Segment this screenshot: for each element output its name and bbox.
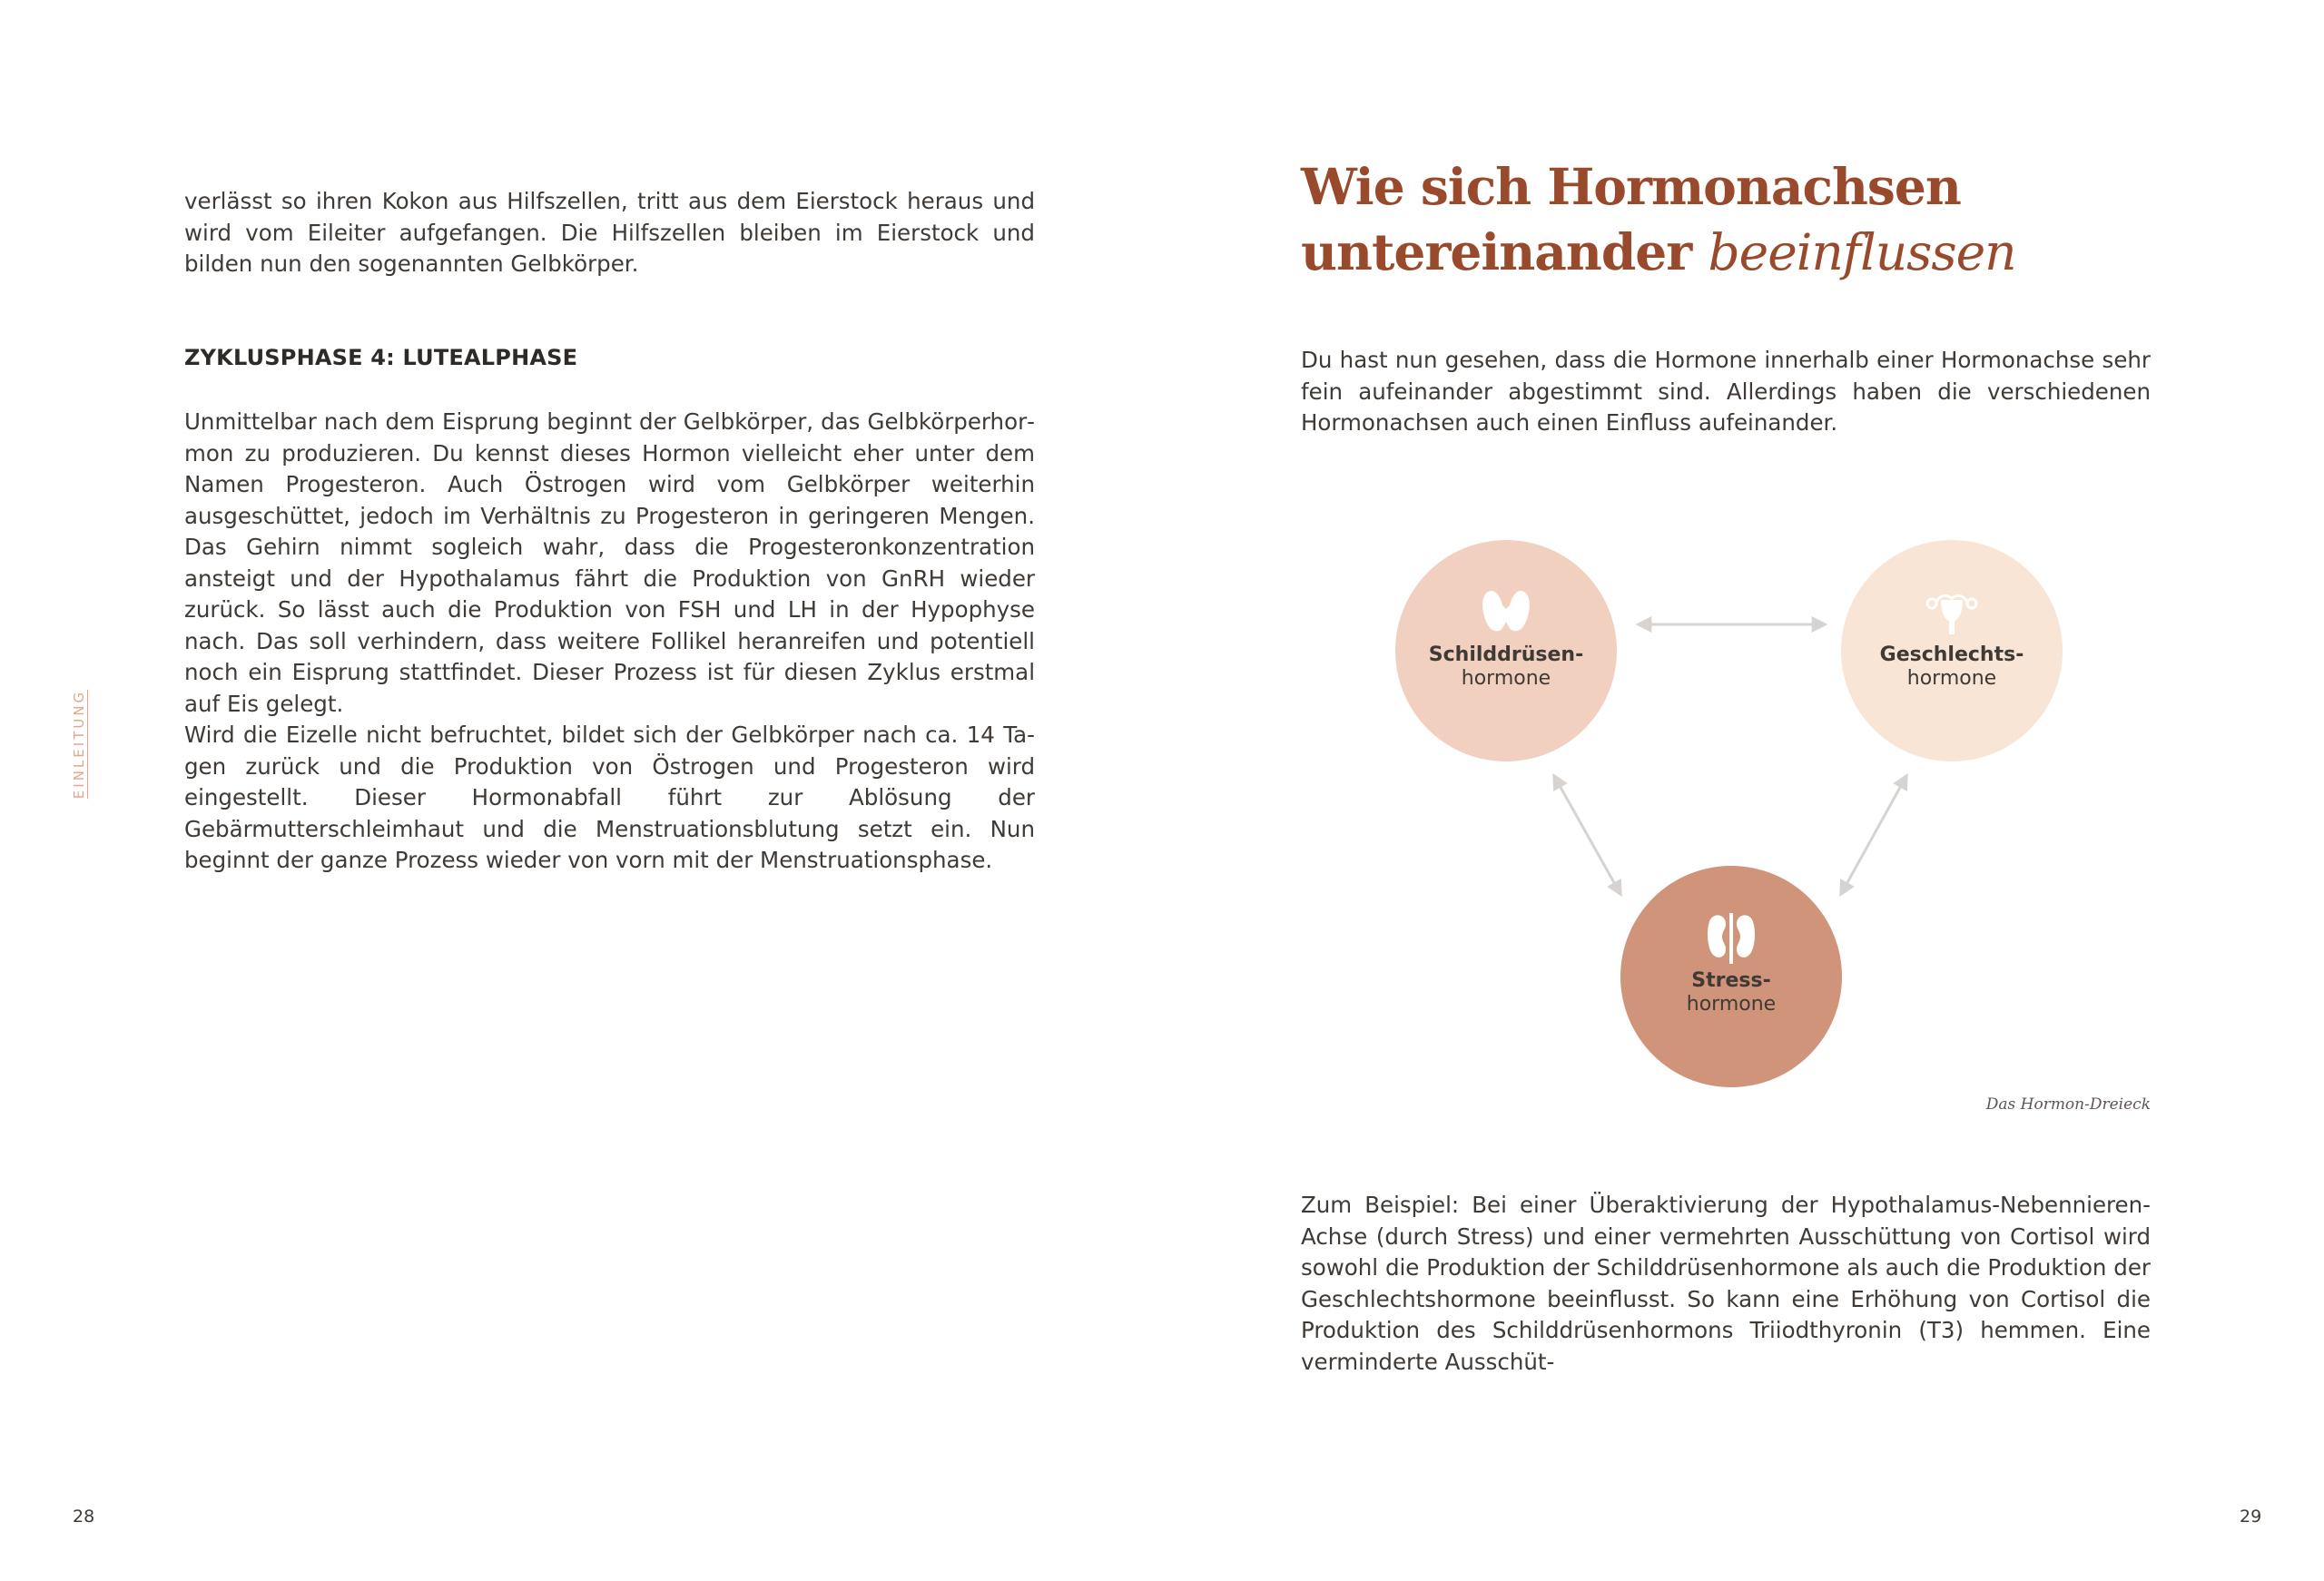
kidney-icon — [1704, 911, 1758, 964]
stress-label-light: hormone — [1686, 993, 1777, 1016]
sex-label-light: hormone — [1906, 667, 1997, 690]
section-heading: ZYKLUSPHASE 4: LUTEALPHASE — [184, 345, 578, 370]
title-italic-word: beeinflussen — [1708, 223, 2016, 281]
lead-paragraph: Du hast nun gesehen, dass die Hormone innerhalb einer Hormonachse sehr fein aufeinander abgestimmt sind. Allerdings haben die verschiedenen Hormonachsen auch einen Einfluss aufeinander. — [1301, 347, 2151, 436]
page-number-left: 28 — [73, 1507, 95, 1527]
thyroid-hormones-node — [1395, 540, 1617, 761]
lutealphase-paragraph-1: Unmittelbar nach dem Eisprung beginnt der Gelbkörper, das Gelbkörperhormon zu produzieren. Du kennst dieses Hormon vielleicht eher unter dem Namen Progesteron. Auch Östrogen wird vom Gelbkörper weiterhin ausgeschüttet, jedoch im Verhältnis zu Progesteron in geringeren Mengen. Das Gehirn nimmt sogleich wahr, dass die Progesteronkonzentration ansteigt und der Hypothalamus fährt die Produktion von GnRH wieder zurück. So lässt auch die Produktion von FSH und LH in der Hypophyse nach. Das soll verhindern, dass weitere Follikel heranreifen und potentiell noch ein Eisprung stattfindet. Dieser Prozess ist für diesen Zyklus erstmal auf Eis gelegt. — [184, 408, 1035, 717]
intro-paragraph: verlässt so ihren Kokon aus Hilfszellen, tritt aus dem Eierstock heraus und wird vom Eileiter aufgefangen. Die Hilfszellen bleiben im Eierstock und bilden nun den sogenannten Gelbkörper. — [184, 188, 1035, 277]
sex-hormones-node — [1841, 540, 2063, 761]
stress-hormones-node — [1620, 866, 1842, 1087]
section-side-label: EINLEITUNG — [71, 689, 87, 800]
thyroid-label-strong: Schilddrüsen- — [1428, 643, 1584, 666]
uterus-icon — [1925, 585, 1979, 638]
sex-label-strong: Geschlechts- — [1879, 643, 2024, 666]
hormone-triangle-diagram — [1362, 517, 2133, 1107]
thyroid-icon — [1479, 585, 1533, 638]
title-line-1: Wie sich Hormonachsen — [1301, 157, 1961, 216]
diagram-caption: Das Hormon-Dreieck — [1985, 1095, 2151, 1114]
page-number-right: 29 — [2240, 1507, 2262, 1527]
arrow-sex-stress — [1841, 776, 1906, 894]
page-title — [1301, 154, 2151, 285]
example-paragraph: Zum Beispiel: Bei einer Überaktivierung der Hypothalamus-Nebennieren-Achse (durch Stress) und einer vermehrten Ausschüttung von Cortisol wird sowohl die Produktion der Schilddrüsenhormone als auch die Produktion der Geschlechtshormone beeinflusst. So kann eine Erhöhung von Cortisol die Produktion des Schilddrüsenhormons Triiodthyronin (T3) hemmen. Eine verminderte Ausschüt- — [1301, 1192, 2151, 1375]
lutealphase-paragraph-2: Wird die Eizelle nicht befruchtet, bildet sich der Gelbkörper nach ca. 14 Tagen zurück und die Produktion von Östrogen und Progesteron wird eingestellt. Dieser Hormonabfall führt zur Ablösung der Gebärmutterschleimhaut und die Menstruationsblutung setzt ein. Nun beginnt der ganze Prozess wieder von vorn mit der Menstruationsphase. — [184, 722, 1035, 873]
title-line-2: untereinander — [1301, 222, 1709, 281]
stress-label-strong: Stress- — [1691, 969, 1771, 992]
thyroid-label-light: hormone — [1461, 667, 1551, 690]
arrow-thyroid-stress — [1554, 776, 1620, 894]
